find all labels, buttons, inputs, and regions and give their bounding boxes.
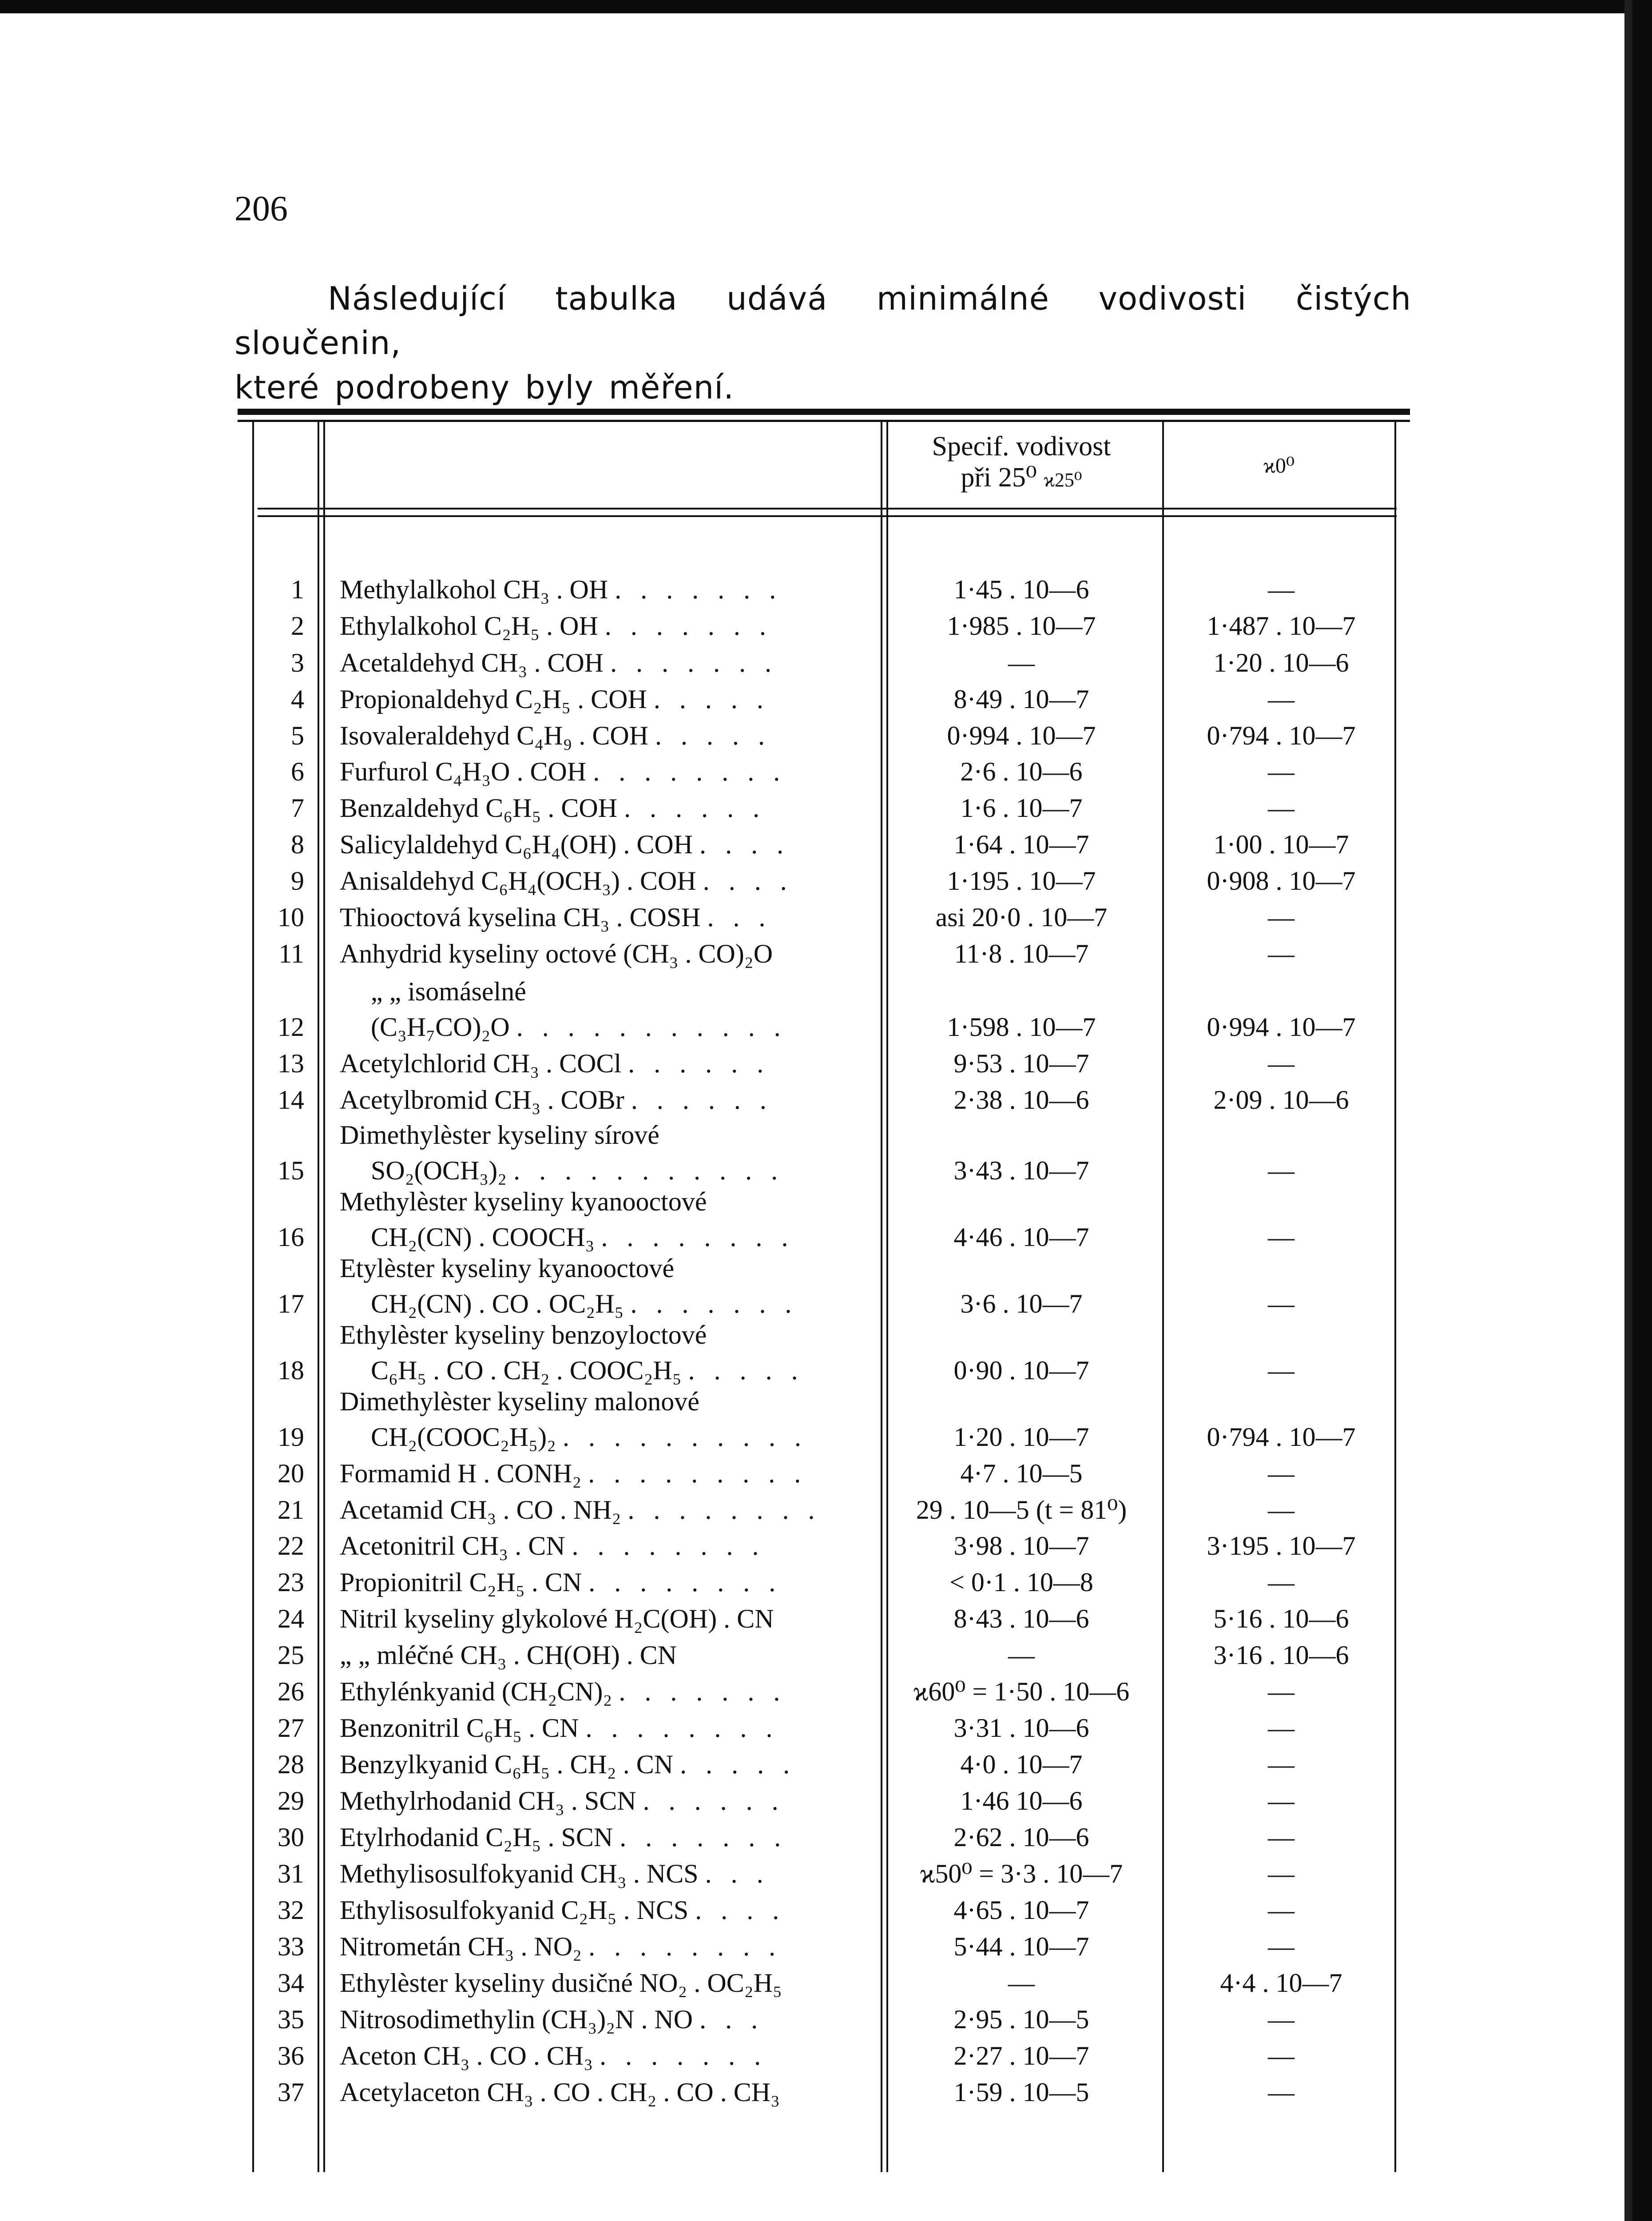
compound-name-text: Methylisosulfokyanid CH₃ . NCS [340, 1859, 705, 1888]
compound-name-text: Etylrhodanid C₂H₅ . SCN [340, 1823, 620, 1852]
kappa-zero-value: — [1268, 1495, 1295, 1524]
compound-name-text: Acetylbromid CH₃ . COBr [340, 1085, 631, 1114]
kappa-zero-value: — [1268, 1750, 1295, 1779]
specific-conductivity: 4·0 . 10—7 [960, 1750, 1083, 1779]
leader-dots: . . . [699, 2005, 764, 2034]
kappa-zero-value: — [1268, 1222, 1295, 1252]
leader-dots: . . . . . . . [615, 575, 782, 604]
row-number: 21 [278, 1495, 304, 1524]
compound-name-text: Acetylchlorid CH₃ . COCl [340, 1049, 628, 1078]
row-number: 13 [278, 1049, 304, 1078]
kappa-zero-value: — [1268, 575, 1295, 604]
kappa-zero-value: 5·16 . 10—6 [1213, 1604, 1349, 1633]
compound-name-text: Aceton CH₃ . CO . CH₃ [340, 2041, 600, 2070]
row-number: 26 [278, 1677, 304, 1706]
specific-conductivity: 1·46 10—6 [960, 1786, 1083, 1815]
specific-conductivity: ϰ50⁰ = 3·3 . 10—7 [920, 1859, 1123, 1888]
row-number: 17 [278, 1289, 304, 1318]
specific-conductivity: 4·46 . 10—7 [953, 1222, 1089, 1252]
row-number: 3 [291, 648, 304, 677]
kappa-zero-value: — [1268, 793, 1295, 823]
specific-conductivity: 4·65 . 10—7 [953, 1895, 1089, 1925]
specific-conductivity: < 0·1 . 10—8 [949, 1568, 1093, 1597]
kappa-zero-value: 0·908 . 10—7 [1207, 866, 1356, 896]
row-number: 22 [278, 1531, 304, 1560]
row-number: 5 [291, 721, 304, 750]
compound-name-text: CH₂(CN) . COOCH₃ [371, 1222, 601, 1252]
kappa-zero-value: — [1268, 2041, 1295, 2070]
compound-name-text: Benzaldehyd C₆H₅ . COH [340, 793, 624, 823]
compound-name-text: Benzonitril C₆H₅ . CN [340, 1713, 586, 1743]
kappa-zero-value: 0·994 . 10—7 [1207, 1012, 1356, 1042]
leader-dots: . . . . . . . . . [588, 1459, 807, 1488]
specific-conductivity: 5·44 . 10—7 [953, 1932, 1089, 1961]
leader-dots: . . . . . . . . [593, 757, 786, 786]
leader-dots: . . . . [695, 1895, 786, 1925]
leader-dots: . . . . . . . . . . . [516, 1012, 787, 1042]
kappa-zero-value: — [1268, 1459, 1295, 1488]
specific-conductivity: 8·43 . 10—6 [953, 1604, 1089, 1633]
kappa-zero-value: — [1268, 1356, 1295, 1385]
leader-dots: . . . . . . [643, 1786, 785, 1815]
specific-conductivity: 1·985 . 10—7 [947, 611, 1096, 641]
leader-dots: . . . . . [680, 1750, 796, 1779]
compound-name-text: Anhydrid kyseliny octové (CH₃ . CO)₂O [340, 939, 773, 968]
specific-conductivity: 2·38 . 10—6 [953, 1085, 1089, 1114]
compound-name-text: Nitril kyseliny glykolové H₂C(OH) . CN [340, 1604, 774, 1633]
compound-name-first-line: „ „ isomáselné [371, 977, 526, 1006]
leader-dots: . . . . . . . [630, 1289, 798, 1318]
compound-name-text: CH₂(CN) . CO . OC₂H₅ [371, 1289, 631, 1318]
leader-dots: . . . . . . . [610, 648, 778, 677]
row-number: 27 [278, 1713, 304, 1743]
table-col-divider-1b [323, 422, 325, 2172]
row-number: 16 [278, 1222, 304, 1252]
specific-conductivity: — [1008, 1968, 1035, 1998]
compound-name-text: Nitrometán CH₃ . NO₂ [340, 1932, 589, 1961]
row-number: 9 [291, 866, 304, 896]
kappa-zero-value: — [1268, 2005, 1295, 2034]
kappa-zero-value: — [1268, 1859, 1295, 1888]
compound-name-text: Thiooctová kyselina CH₃ . COSH [340, 903, 707, 932]
kappa-zero-value: — [1268, 939, 1295, 968]
row-number: 8 [291, 830, 304, 859]
compound-name-text: Ethylisosulfokyanid C₂H₅ . NCS [340, 1895, 695, 1925]
specific-conductivity: 1·195 . 10—7 [947, 866, 1096, 896]
row-number: 37 [278, 2078, 304, 2107]
specific-conductivity: 9·53 . 10—7 [953, 1049, 1089, 1078]
leader-dots: . . . . . . . . [601, 1222, 794, 1252]
leader-dots: . . . . . . [628, 1049, 770, 1078]
specific-conductivity: asi 20·0 . 10—7 [935, 903, 1108, 932]
row-number: 18 [278, 1356, 304, 1385]
compound-name-text: SO₂(OCH₃)₂ [371, 1156, 514, 1185]
table-col-divider-3 [1162, 422, 1164, 2172]
compound-name-text: Furfurol C₄H₃O . COH [340, 757, 593, 786]
row-number: 34 [278, 1968, 304, 1998]
compound-name-text: Acetaldehyd CH₃ . COH [340, 648, 611, 677]
kappa-zero-value: — [1268, 1049, 1295, 1078]
table-top-rule-thin [238, 420, 1410, 422]
leader-dots: . . . . . . . . [572, 1531, 765, 1560]
leader-dots: . . . . . . . [600, 2041, 767, 2070]
row-number: 2 [291, 611, 304, 641]
leader-dots: . . . . . [688, 1356, 804, 1385]
row-number: 6 [291, 757, 304, 786]
kappa-zero-value: — [1268, 1823, 1295, 1852]
kappa-zero-value: — [1268, 1895, 1295, 1925]
compound-name-first-line: Dimethylèster kyseliny sírové [340, 1120, 659, 1150]
leader-dots: . . . . . . [631, 1085, 773, 1114]
compound-name-text: Methylrhodanid CH₃ . SCN [340, 1786, 643, 1815]
row-number: 30 [278, 1823, 304, 1852]
table-col-divider-1a [318, 422, 319, 2172]
compound-name-text: Isovaleraldehyd C₄H₉ . COH [340, 721, 655, 750]
kappa-zero-value: — [1268, 1786, 1295, 1815]
compound-name-text: Nitrosodimethylin (CH₃)₂N . NO [340, 2005, 700, 2034]
specific-conductivity: 3·31 . 10—6 [953, 1713, 1089, 1743]
kappa-zero-value: 2·09 . 10—6 [1213, 1085, 1349, 1114]
row-number: 15 [278, 1156, 304, 1185]
compound-name-text: Ethylalkohol C₂H₅ . OH [340, 611, 605, 641]
compound-name-first-line: Ethylèster kyseliny benzoyloctové [340, 1320, 707, 1349]
leader-dots: . . . . [699, 830, 790, 859]
scan-border-right-inner [1624, 0, 1632, 2221]
specific-conductivity: 3·43 . 10—7 [953, 1156, 1089, 1185]
compound-name-text: Acetylaceton CH₃ . CO . CH₂ . CO . CH₃ [340, 2078, 780, 2107]
scan-border-top [0, 0, 1652, 13]
leader-dots: . . . . . [653, 685, 770, 714]
row-number: 19 [278, 1422, 304, 1452]
row-number: 36 [278, 2041, 304, 2070]
header-spec-symbol: ϰ25⁰ [1044, 469, 1082, 491]
leader-dots: . . . . . . . . [588, 1568, 782, 1597]
compound-name-text: (C₃H₇CO)₂O [371, 1012, 516, 1042]
row-number: 7 [291, 793, 304, 823]
specific-conductivity: 1·64 . 10—7 [953, 830, 1089, 859]
compound-name-text: Benzylkyanid C₆H₅ . CH₂ . CN [340, 1750, 680, 1779]
specific-conductivity: 1·59 . 10—5 [953, 2078, 1089, 2107]
kappa-zero-value: 1·487 . 10—7 [1207, 611, 1356, 641]
leader-dots: . . . . . . . . [585, 1713, 779, 1743]
header-spec-line2: při 25⁰ [961, 462, 1037, 493]
kappa-zero-value: — [1268, 2078, 1295, 2107]
specific-conductivity: 29 . 10—5 (t = 81⁰) [916, 1495, 1127, 1524]
leader-dots: . . . . . . [624, 793, 766, 823]
specific-conductivity: 4·7 . 10—5 [960, 1459, 1083, 1488]
compound-name-text: C₆H₅ . CO . CH₂ . COOC₂H₅ [371, 1356, 688, 1385]
row-number: 29 [278, 1786, 304, 1815]
row-number: 25 [278, 1640, 304, 1670]
header-spec-line1: Specif. vodivost [932, 431, 1111, 462]
leader-dots: . . . [705, 1859, 770, 1888]
row-number: 33 [278, 1932, 304, 1961]
compound-name-text: Ethylèster kyseliny dusičné NO₂ . OC₂H₅ [340, 1968, 782, 1998]
page-number: 206 [234, 189, 288, 228]
leader-dots: . . . . . . . . [627, 1495, 821, 1524]
specific-conductivity: — [1008, 648, 1035, 677]
leader-dots: . . . . . . . . [588, 1932, 782, 1961]
header-rule-1 [258, 508, 1397, 509]
row-number: 4 [291, 685, 304, 714]
specific-conductivity: 1·6 . 10—7 [960, 793, 1083, 823]
compound-name-text: Acetonitril CH₃ . CN [340, 1531, 572, 1560]
compound-name-text: Acetamid CH₃ . CO . NH₂ [340, 1495, 628, 1524]
specific-conductivity: 1·598 . 10—7 [947, 1012, 1096, 1042]
leader-dots: . . . . . . . . . . [563, 1422, 808, 1452]
specific-conductivity: 8·49 . 10—7 [953, 685, 1089, 714]
compound-name-text: Formamid H . CONH₂ [340, 1459, 588, 1488]
specific-conductivity: 1·45 . 10—6 [953, 575, 1089, 604]
row-number: 12 [278, 1012, 304, 1042]
row-number: 10 [278, 903, 304, 932]
row-number: 23 [278, 1568, 304, 1597]
compound-name-text: Propionaldehyd C₂H₅ . COH [340, 685, 654, 714]
kappa-zero-value: 1·00 . 10—7 [1213, 830, 1349, 859]
row-number: 31 [278, 1859, 304, 1888]
kappa-zero-value: — [1268, 1713, 1295, 1743]
header-specific-conductivity [882, 431, 1161, 496]
compound-name-text: Salicylaldehyd C₆H₄(OH) . COH [340, 830, 700, 859]
intro-line-2: které podrobeny byly měření. [234, 369, 735, 406]
specific-conductivity: 2·62 . 10—6 [953, 1823, 1089, 1852]
kappa-zero-value: 1·20 . 10—6 [1213, 648, 1349, 677]
intro-paragraph [234, 276, 1411, 410]
kappa-zero-value: — [1268, 1289, 1295, 1318]
kappa-zero-value: — [1268, 1677, 1295, 1706]
compound-name-text: Methylalkohol CH₃ . OH [340, 575, 615, 604]
compound-name-first-line: Dimethylèster kyseliny malonové [340, 1387, 699, 1416]
compound-name-first-line: Etylèster kyseliny kyanooctové [340, 1254, 675, 1283]
specific-conductivity: 3·6 . 10—7 [960, 1289, 1083, 1318]
specific-conductivity: 0·994 . 10—7 [947, 721, 1096, 750]
kappa-zero-value: — [1268, 1932, 1295, 1961]
kappa-zero-value: 0·794 . 10—7 [1207, 721, 1356, 750]
kappa-zero-value: — [1268, 1568, 1295, 1597]
kappa-zero-value: — [1268, 757, 1295, 786]
intro-line-1: Následující tabulka udává minimálné vodivosti čistých sloučenin, [234, 280, 1411, 362]
leader-dots: . . . . [703, 866, 793, 896]
leader-dots: . . . . . [655, 721, 771, 750]
specific-conductivity: 2·27 . 10—7 [953, 2041, 1089, 2070]
specific-conductivity: 3·98 . 10—7 [953, 1531, 1089, 1560]
row-number: 35 [278, 2005, 304, 2034]
kappa-zero-value: 4·4 . 10—7 [1220, 1968, 1342, 1998]
compound-name-first-line: Methylèster kyseliny kyanooctové [340, 1187, 707, 1216]
compound-name-text: Anisaldehyd C₆H₄(OCH₃) . COH [340, 866, 703, 896]
leader-dots: . . . . . . . [604, 611, 772, 641]
leader-dots: . . . . . . . . . . . [513, 1156, 784, 1185]
specific-conductivity: 11·8 . 10—7 [954, 939, 1089, 968]
leader-dots: . . . [707, 903, 772, 932]
specific-conductivity: — [1008, 1640, 1035, 1670]
row-number: 20 [278, 1459, 304, 1488]
compound-name-text: Ethylénkyanid (CH₂CN)₂ [340, 1677, 619, 1706]
kappa-zero-value: 3·16 . 10—6 [1213, 1640, 1349, 1670]
kappa-zero-value: 0·794 . 10—7 [1207, 1422, 1356, 1452]
row-number: 28 [278, 1750, 304, 1779]
kappa-zero-value: 3·195 . 10—7 [1207, 1531, 1356, 1560]
scan-border-right [1632, 0, 1652, 2221]
header-kappa-zero: ϰ0⁰ [1263, 454, 1295, 478]
specific-conductivity: 1·20 . 10—7 [953, 1422, 1089, 1452]
kappa-zero-value: — [1268, 1156, 1295, 1185]
table-top-rule [238, 409, 1410, 415]
specific-conductivity: ϰ60⁰ = 1·50 . 10—6 [913, 1677, 1130, 1706]
header-rule-2 [258, 515, 1397, 517]
leader-dots: . . . . . . . [620, 1823, 787, 1852]
compound-name-text: CH₂(COOC₂H₅)₂ [371, 1422, 563, 1452]
row-number: 32 [278, 1895, 304, 1925]
specific-conductivity: 2·95 . 10—5 [953, 2005, 1089, 2034]
leader-dots: . . . . . . . [619, 1677, 786, 1706]
kappa-zero-value: — [1268, 903, 1295, 932]
kappa-zero-value: — [1268, 685, 1295, 714]
row-number: 14 [278, 1085, 304, 1114]
compound-name-text: „ „ mléčné CH₃ . CH(OH) . CN [340, 1640, 677, 1670]
specific-conductivity: 2·6 . 10—6 [960, 757, 1083, 786]
row-number: 11 [278, 939, 304, 968]
compound-name-text: Propionitril C₂H₅ . CN [340, 1568, 589, 1597]
row-number: 1 [291, 575, 304, 604]
specific-conductivity: 0·90 . 10—7 [953, 1356, 1089, 1385]
row-number: 24 [278, 1604, 304, 1633]
